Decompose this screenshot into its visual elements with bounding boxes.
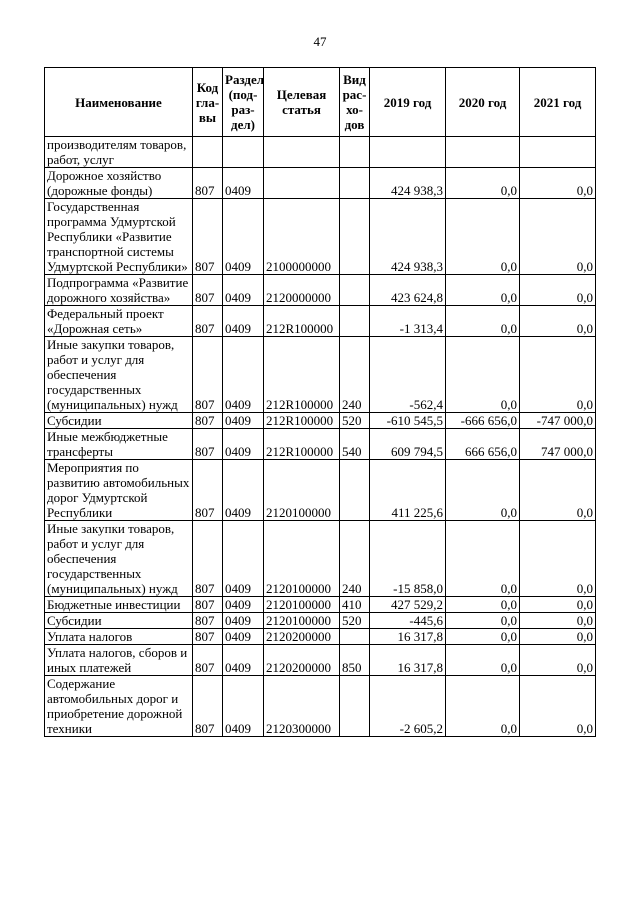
cell-2019: -15 858,0 [370,521,446,597]
cell-name: Дорожное хозяйство (дорожные фонды) [45,168,193,199]
cell-vid: 540 [340,429,370,460]
table-row [45,337,596,413]
cell-name: Бюджетные инвестиции [45,597,193,613]
cell-name: Иные закупки товаров, работ и услуг для обеспечения государственных (муниципальных) нужд [45,521,193,597]
cell-section: 0409 [223,199,264,275]
cell-name: Федеральный проект «Дорожная сеть» [45,306,193,337]
cell-target: 212R100000 [264,337,340,413]
cell-section: 0409 [223,676,264,737]
cell-name: Подпрограмма «Развитие дорожного хозяйства» [45,275,193,306]
cell-2021: 0,0 [520,168,596,199]
cell-target: 2120000000 [264,275,340,306]
cell-2021: 0,0 [520,597,596,613]
table-row [45,676,596,737]
cell-code: 807 [193,337,223,413]
cell-code: 807 [193,597,223,613]
table-row [45,460,596,521]
cell-vid: 240 [340,521,370,597]
cell-section: 0409 [223,413,264,429]
cell-2019: 16 317,8 [370,645,446,676]
cell-2019: 411 225,6 [370,460,446,521]
cell-vid: 240 [340,337,370,413]
cell-name: производителям товаров, работ, услуг [45,137,193,168]
cell-code: 807 [193,676,223,737]
header-target: Целевая статья [264,68,340,137]
header-2019: 2019 год [370,68,446,137]
cell-section: 0409 [223,597,264,613]
cell-2021: 0,0 [520,306,596,337]
cell-name: Иные закупки товаров, работ и услуг для обеспечения государственных (муниципальных) нужд [45,337,193,413]
cell-2020: 0,0 [446,597,520,613]
cell-2020: 0,0 [446,629,520,645]
table-row [45,613,596,629]
cell-target: 2120200000 [264,629,340,645]
cell-section: 0409 [223,429,264,460]
cell-code: 807 [193,521,223,597]
cell-section: 0409 [223,629,264,645]
cell-2021: 0,0 [520,199,596,275]
cell-2021: 0,0 [520,613,596,629]
cell-target: 2120100000 [264,521,340,597]
table-header [45,68,596,137]
cell-name: Государственная программа Удмуртской Республики «Развитие транспортной системы Удмуртской Республики» [45,199,193,275]
header-2021: 2021 год [520,68,596,137]
cell-2020: 0,0 [446,199,520,275]
cell-section: 0409 [223,521,264,597]
cell-section: 0409 [223,337,264,413]
cell-vid [340,306,370,337]
cell-2020: 0,0 [446,306,520,337]
cell-section [223,137,264,168]
cell-code: 807 [193,199,223,275]
cell-name: Субсидии [45,613,193,629]
cell-vid [340,137,370,168]
cell-section: 0409 [223,306,264,337]
cell-target: 2120300000 [264,676,340,737]
cell-name: Уплата налогов, сборов и иных платежей [45,645,193,676]
cell-2020: 0,0 [446,460,520,521]
cell-vid [340,168,370,199]
cell-2020: 0,0 [446,613,520,629]
cell-name: Субсидии [45,413,193,429]
cell-2019: -445,6 [370,613,446,629]
table-row [45,168,596,199]
cell-target: 212R100000 [264,306,340,337]
cell-2021: 0,0 [520,521,596,597]
cell-vid: 850 [340,645,370,676]
header-name: Наименование [45,68,193,137]
header-vid: Вид рас- хо- дов [340,68,370,137]
cell-2020: 0,0 [446,168,520,199]
budget-table [44,67,596,737]
cell-vid: 520 [340,613,370,629]
cell-vid [340,460,370,521]
cell-name: Уплата налогов [45,629,193,645]
cell-2020: 0,0 [446,645,520,676]
cell-vid: 410 [340,597,370,613]
table-row [45,306,596,337]
cell-2019: 424 938,3 [370,199,446,275]
cell-2020: 0,0 [446,676,520,737]
cell-section: 0409 [223,460,264,521]
cell-2021: 0,0 [520,275,596,306]
table-row [45,137,596,168]
cell-2020: -666 656,0 [446,413,520,429]
cell-vid [340,275,370,306]
cell-target: 212R100000 [264,429,340,460]
cell-vid [340,676,370,737]
cell-2020 [446,137,520,168]
cell-target: 2120100000 [264,597,340,613]
header-section: Раздел (под- раз- дел) [223,68,264,137]
page-number: 47 [313,34,327,49]
cell-target [264,137,340,168]
cell-2019: -1 313,4 [370,306,446,337]
cell-2020: 0,0 [446,521,520,597]
cell-section: 0409 [223,645,264,676]
cell-target: 2120100000 [264,613,340,629]
table-row [45,275,596,306]
cell-2019: -610 545,5 [370,413,446,429]
cell-2021: -747 000,0 [520,413,596,429]
cell-code: 807 [193,629,223,645]
table-row [45,521,596,597]
cell-2021: 0,0 [520,676,596,737]
cell-code: 807 [193,613,223,629]
cell-vid [340,629,370,645]
cell-code: 807 [193,645,223,676]
cell-code: 807 [193,460,223,521]
cell-2019: 423 624,8 [370,275,446,306]
cell-name: Содержание автомобильных дорог и приобретение дорожной техники [45,676,193,737]
cell-code: 807 [193,306,223,337]
cell-code: 807 [193,429,223,460]
table-row [45,199,596,275]
cell-name: Мероприятия по развитию автомобильных дорог Удмуртской Республики [45,460,193,521]
cell-vid [340,199,370,275]
cell-target: 2100000000 [264,199,340,275]
table-row [45,597,596,613]
table-row [45,413,596,429]
cell-target [264,168,340,199]
cell-code: 807 [193,413,223,429]
cell-2019 [370,137,446,168]
table-row [45,645,596,676]
cell-section: 0409 [223,613,264,629]
cell-2019: 16 317,8 [370,629,446,645]
cell-2021: 0,0 [520,645,596,676]
cell-code: 807 [193,168,223,199]
table-row [45,429,596,460]
cell-target: 212R100000 [264,413,340,429]
cell-section: 0409 [223,275,264,306]
cell-2019: 427 529,2 [370,597,446,613]
cell-target: 2120100000 [264,460,340,521]
cell-2021: 747 000,0 [520,429,596,460]
cell-2021: 0,0 [520,460,596,521]
cell-2020: 0,0 [446,337,520,413]
cell-section: 0409 [223,168,264,199]
cell-2019: 424 938,3 [370,168,446,199]
header-2020: 2020 год [446,68,520,137]
cell-2021: 0,0 [520,337,596,413]
cell-target: 2120200000 [264,645,340,676]
cell-2021: 0,0 [520,629,596,645]
cell-2020: 0,0 [446,275,520,306]
header-code: Код гла- вы [193,68,223,137]
cell-vid: 520 [340,413,370,429]
table-row [45,629,596,645]
cell-2019: -2 605,2 [370,676,446,737]
cell-2020: 666 656,0 [446,429,520,460]
table-body [45,137,596,737]
cell-code: 807 [193,275,223,306]
cell-2019: 609 794,5 [370,429,446,460]
cell-2019: -562,4 [370,337,446,413]
cell-2021 [520,137,596,168]
cell-name: Иные межбюджетные трансферты [45,429,193,460]
cell-code [193,137,223,168]
